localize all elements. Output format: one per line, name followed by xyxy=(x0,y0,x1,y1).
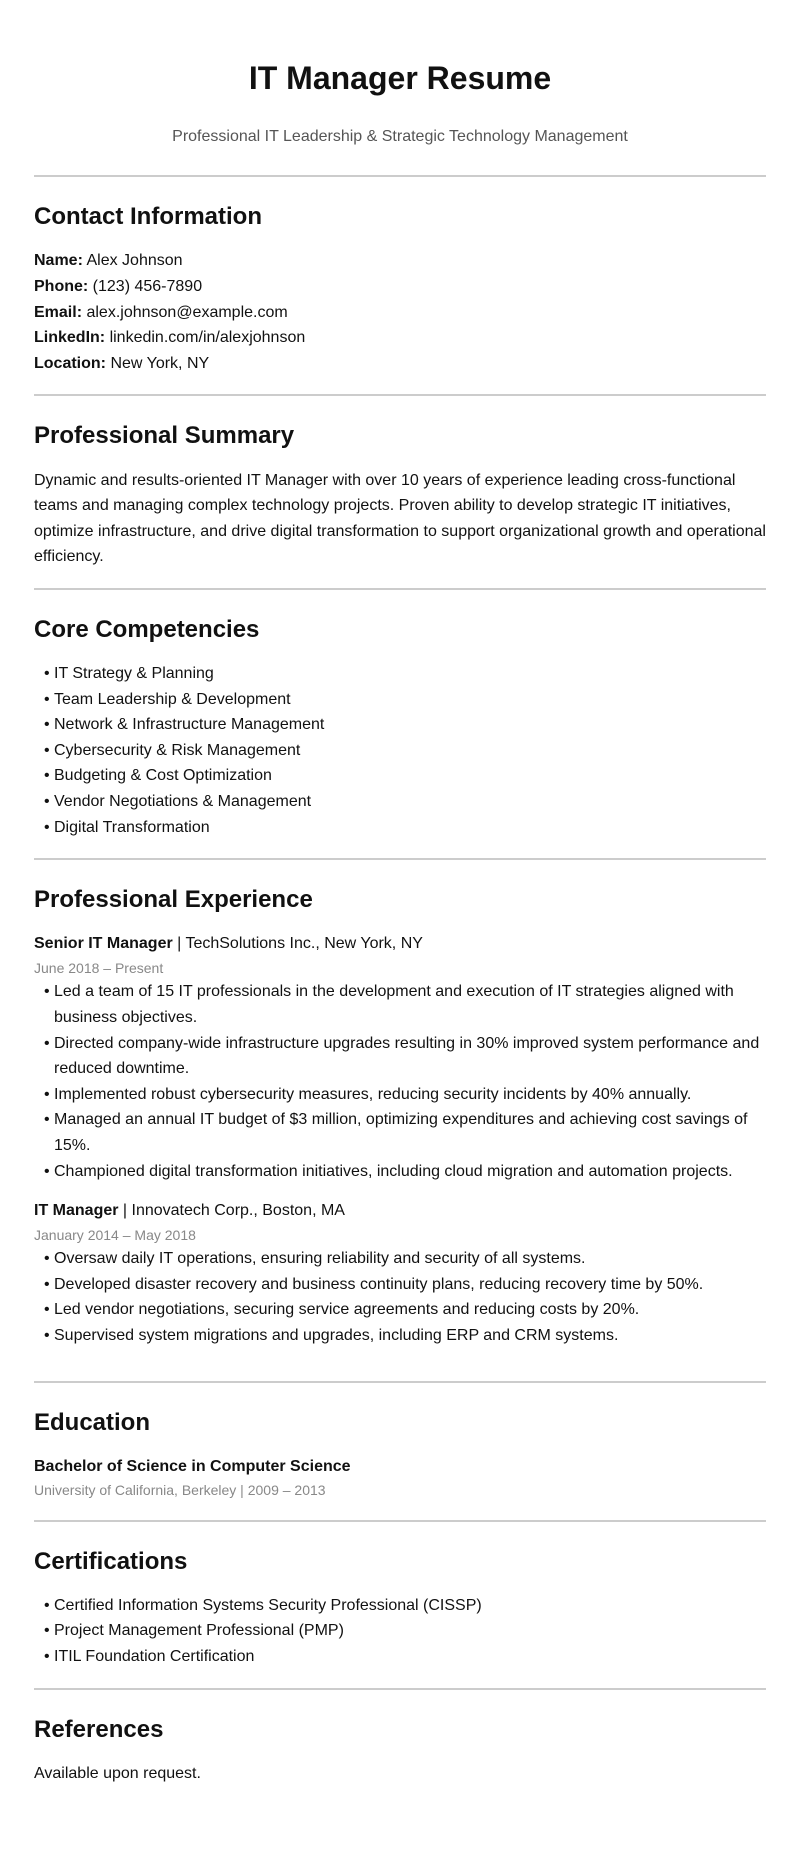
certifications-list xyxy=(34,1593,766,1670)
contact-section xyxy=(34,177,766,394)
contact-label: Location: xyxy=(34,354,106,372)
job-dates: January 2014 – May 2018 xyxy=(34,1226,196,1243)
list-item: • Digital Transformation xyxy=(44,815,766,841)
competencies-list xyxy=(34,661,766,840)
job-title xyxy=(34,1198,766,1224)
list-item: • Managed an annual IT budget of $3 million, optimizing expenditures and achieving cost savings of 15%. xyxy=(44,1107,766,1158)
contact-phone xyxy=(34,274,766,300)
contact-value: New York, NY xyxy=(110,354,210,372)
section-heading: Contact Information xyxy=(34,203,262,231)
experience-section xyxy=(34,860,766,1380)
section-heading: Professional Summary xyxy=(34,422,295,450)
contact-value: Alex Johnson xyxy=(86,252,183,270)
list-item: • Supervised system migrations and upgrades, including ERP and CRM systems. xyxy=(44,1323,766,1349)
job-bullets xyxy=(34,979,766,1184)
list-item: • Team Leadership & Development xyxy=(44,687,766,713)
contact-location xyxy=(34,351,766,377)
list-item: • Budgeting & Cost Optimization xyxy=(44,763,766,789)
list-item: • Certified Information Systems Security Professional (CISSP) xyxy=(44,1593,766,1619)
certifications-section xyxy=(34,1522,766,1688)
summary-text: Dynamic and results-oriented IT Manager with over 10 years of experience leading cross-functional teams and managing complex technology projects. Proven ability to develop strategic IT initiatives, optimize infrastructure, and drive digital transformation to support organizational growth and operational efficiency. xyxy=(34,471,766,566)
page-subtitle: Professional IT Leadership & Strategic Technology Management xyxy=(172,127,628,145)
job-entry xyxy=(34,931,766,1184)
references-section xyxy=(34,1690,766,1805)
list-item: • ITIL Foundation Certification xyxy=(44,1644,766,1670)
list-item: • Championed digital transformation initiatives, including cloud migration and automation projects. xyxy=(44,1159,766,1185)
contact-value: alex.johnson@example.com xyxy=(86,303,288,321)
contact-label: LinkedIn: xyxy=(34,329,106,347)
references-text: Available upon request. xyxy=(34,1764,201,1782)
section-heading: Education xyxy=(34,1408,151,1436)
contact-email xyxy=(34,300,766,326)
page-title: IT Manager Resume xyxy=(248,60,552,96)
section-heading: Professional Experience xyxy=(34,886,313,914)
list-item: • Developed disaster recovery and business continuity plans, reducing recovery time by 50%. xyxy=(44,1272,766,1298)
summary-section xyxy=(34,396,766,588)
list-item: • Implemented robust cybersecurity measures, reducing security incidents by 40% annually. xyxy=(44,1082,766,1108)
contact-label: Email: xyxy=(34,303,83,321)
list-item: • Vendor Negotiations & Management xyxy=(44,789,766,815)
list-item: • Led a team of 15 IT professionals in the development and execution of IT strategies aligned with business objectives. xyxy=(44,979,766,1030)
contact-linkedin xyxy=(34,325,766,351)
contact-value: linkedin.com/in/alexjohnson xyxy=(109,329,306,347)
job-role: Senior IT Manager xyxy=(34,935,173,953)
list-item: • Network & Infrastructure Management xyxy=(44,712,766,738)
contact-name xyxy=(34,248,766,274)
education-degree: Bachelor of Science in Computer Science xyxy=(34,1457,351,1475)
list-item: • Project Management Professional (PMP) xyxy=(44,1618,766,1644)
job-dates: June 2018 – Present xyxy=(34,960,164,977)
section-heading: References xyxy=(34,1715,164,1743)
list-item: • Cybersecurity & Risk Management xyxy=(44,738,766,764)
section-heading: Certifications xyxy=(34,1547,188,1575)
list-item: • Oversaw daily IT operations, ensuring reliability and security of all systems. xyxy=(44,1246,766,1272)
contact-label: Phone: xyxy=(34,277,89,295)
list-item: • IT Strategy & Planning xyxy=(44,661,766,687)
job-bullets xyxy=(34,1246,766,1348)
job-title xyxy=(34,931,766,957)
contact-value: (123) 456-7890 xyxy=(92,277,203,295)
contact-label: Name: xyxy=(34,252,83,270)
section-heading: Core Competencies xyxy=(34,615,260,643)
job-role: IT Manager xyxy=(34,1202,119,1220)
list-item: • Led vendor negotiations, securing service agreements and reducing costs by 20%. xyxy=(44,1297,766,1323)
education-meta: University of California, Berkeley | 2009 – 2013 xyxy=(34,1482,326,1499)
job-entry xyxy=(34,1198,766,1348)
list-item: • Directed company-wide infrastructure upgrades resulting in 30% improved system performance and reduced downtime. xyxy=(44,1031,766,1082)
competencies-section xyxy=(34,590,766,858)
job-company: | TechSolutions Inc., New York, NY xyxy=(172,935,423,953)
education-section xyxy=(34,1383,766,1520)
job-company: | Innovatech Corp., Boston, MA xyxy=(118,1202,345,1220)
